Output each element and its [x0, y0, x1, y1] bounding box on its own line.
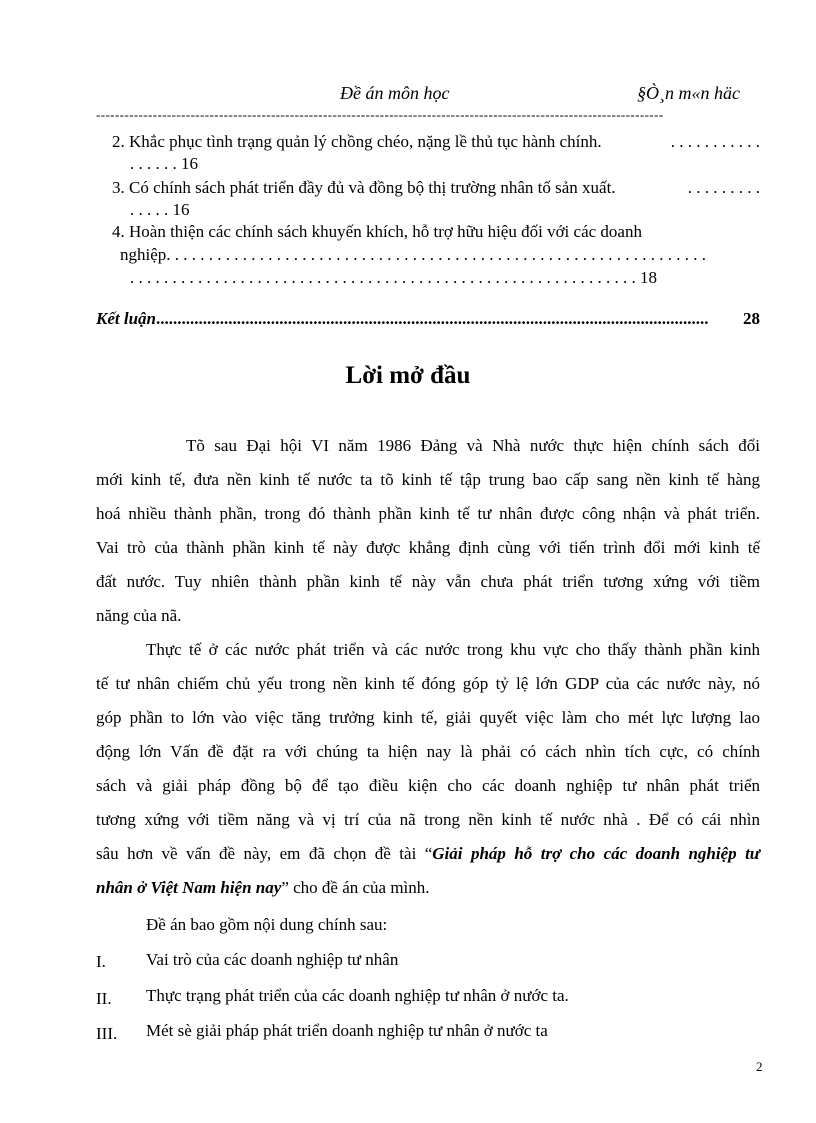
- p2-line-4-text: động lớn Vấn đề đặt ra với chúng ta hiện nay là phải có cách nhìn tích cực, có chính: [96, 742, 760, 761]
- p1-line-2-text: mới kinh tế, đưa nền kinh tế nước ta tõ kinh tế tập trung bao cấp sang nền kinh tế hàng: [96, 470, 760, 489]
- toc-item-4-line2: nghiệp. . . . . . . . . . . . . . . . . . . . . . . . . . . . . . . . . . . . . . . . . . . . . . . . . . . . . . . . . . . . . . . .: [120, 245, 707, 264]
- project-topic-part-2: nhân ở Việt Nam hiện nay: [96, 878, 282, 897]
- toc-item-2-title: 2. Khắc phục tình trạng quản lý chồng chéo, nặng lề thủ tục hành chính.: [112, 132, 602, 151]
- toc-conclusion-label: Kết luận: [96, 309, 156, 328]
- header-right-title: §Ò¸n m«n häc: [637, 83, 740, 103]
- toc-item-3[interactable]: [112, 178, 760, 198]
- p1-line-4-text: Vai trò của thành phần kinh tế này được khẳng định cùng với tiến trình đổi mới kinh tế: [96, 538, 760, 557]
- toc-item-2-dots: . . . . . . . . . . .: [670, 132, 760, 151]
- list-item-1: Vai trò của các doanh nghiệp tư nhân: [146, 950, 399, 969]
- p2-line-7-plain: sâu hơn về vấn đề này, em đã chọn đề tài “: [96, 844, 433, 863]
- p2-line-1-text: Thực tế ở các nước phát triển và các nước trong khu vực cho thấy thành phần kinh: [146, 640, 760, 659]
- p2-line-8: [96, 878, 430, 898]
- p1-line-2: [96, 470, 760, 490]
- p1-line-1: [186, 436, 760, 456]
- p2-line-7: [96, 844, 760, 864]
- toc-item-4[interactable]: 4. Hoàn thiện các chính sách khuyến khích, hỗ trợ hữu hiệu đối với các doanh: [112, 222, 642, 241]
- p2-line-3: [96, 708, 760, 728]
- p1-line-3-text: hoá nhiều thành phần, trong đó thành phần kinh tế tư nhân được công nhận và phát triển.: [96, 504, 760, 523]
- toc-item-3-title: 3. Có chính sách phát triển đầy đủ và đồng bộ thị trường nhân tố sản xuất.: [112, 178, 616, 197]
- toc-conclusion-dots: ..................................................................................................................................: [156, 309, 709, 328]
- list-num-3: III.: [96, 1024, 118, 1043]
- toc-conclusion-page: 28: [743, 309, 760, 328]
- p2-line-8-plain: ” cho đề án của mình.: [281, 878, 430, 897]
- p1-line-5: [96, 572, 760, 592]
- p1-line-5-text: đất nước. Tuy nhiên thành phần kinh tế này vẫn chưa phát triển tương xứng với tiềm: [96, 572, 760, 591]
- toc-item-3-page: . . . . . 16: [130, 200, 190, 219]
- p2-line-2-text: tế tư nhân chiếm chủ yếu trong nền kinh tế đóng góp tỷ lệ lớn GDP của các nước này, nó: [96, 674, 760, 693]
- p2-line-6: [96, 810, 760, 830]
- p3-line: Đề án bao gồm nội dung chính sau:: [146, 915, 388, 934]
- list-item-2: Thực trạng phát triển của các doanh nghiệp tư nhân ở nước ta.: [146, 986, 569, 1005]
- toc-item-2-page: . . . . . . 16: [130, 154, 198, 173]
- p2-line-5-text: sách và giải pháp đồng bộ để tạo điều kiện cho các doanh nghiệp tư nhân phát triển: [96, 776, 760, 795]
- toc-item-2[interactable]: [112, 132, 760, 152]
- p1-line-4: [96, 538, 760, 558]
- p1-line-6: năng của nã.: [96, 606, 182, 625]
- p2-line-4: [96, 742, 760, 762]
- p2-line-7-text: [96, 844, 760, 864]
- p1-line-1-text: Tõ sau Đại hội VI năm 1986 Đảng và Nhà nước thực hiện chính sách đổi: [186, 436, 760, 455]
- toc-item-3-dots: . . . . . . . . .: [687, 178, 760, 197]
- intro-title: Lời mở đầu: [345, 362, 471, 389]
- project-topic-part-1: Giải pháp hỗ trợ cho các doanh nghiệp tư: [432, 844, 760, 863]
- page-number: 2: [756, 1059, 763, 1074]
- p2-line-1: [146, 640, 760, 660]
- p2-line-2: [96, 674, 760, 694]
- toc-conclusion[interactable]: [96, 309, 760, 329]
- list-item-3: Mét sè giải pháp phát triển doanh nghiệp tư nhân ở nước ta: [146, 1021, 548, 1040]
- toc-item-4-page: . . . . . . . . . . . . . . . . . . . . . . . . . . . . . . . . . . . . . . . . . . . . . . . . . . . . . . . . . . . . 18: [130, 268, 657, 287]
- header-separator: ------------------------------------------------------------------------------------------------------------------------: [96, 107, 664, 122]
- p2-line-5: [96, 776, 760, 796]
- p2-line-3-text: góp phần to lớn vào việc tăng trưởng kinh tế, giải quyết việc làm cho mét lực lượng lao: [96, 708, 760, 727]
- p2-line-6-text: tương xứng với tiềm năng và vị trí của nã trong nền kinh tế nước nhà . Để có cái nhìn: [96, 810, 760, 829]
- list-num-1: I.: [96, 952, 106, 971]
- list-num-2: II.: [96, 989, 112, 1008]
- header-left-title: Đề án môn học: [340, 83, 450, 103]
- p1-line-3: [96, 504, 760, 524]
